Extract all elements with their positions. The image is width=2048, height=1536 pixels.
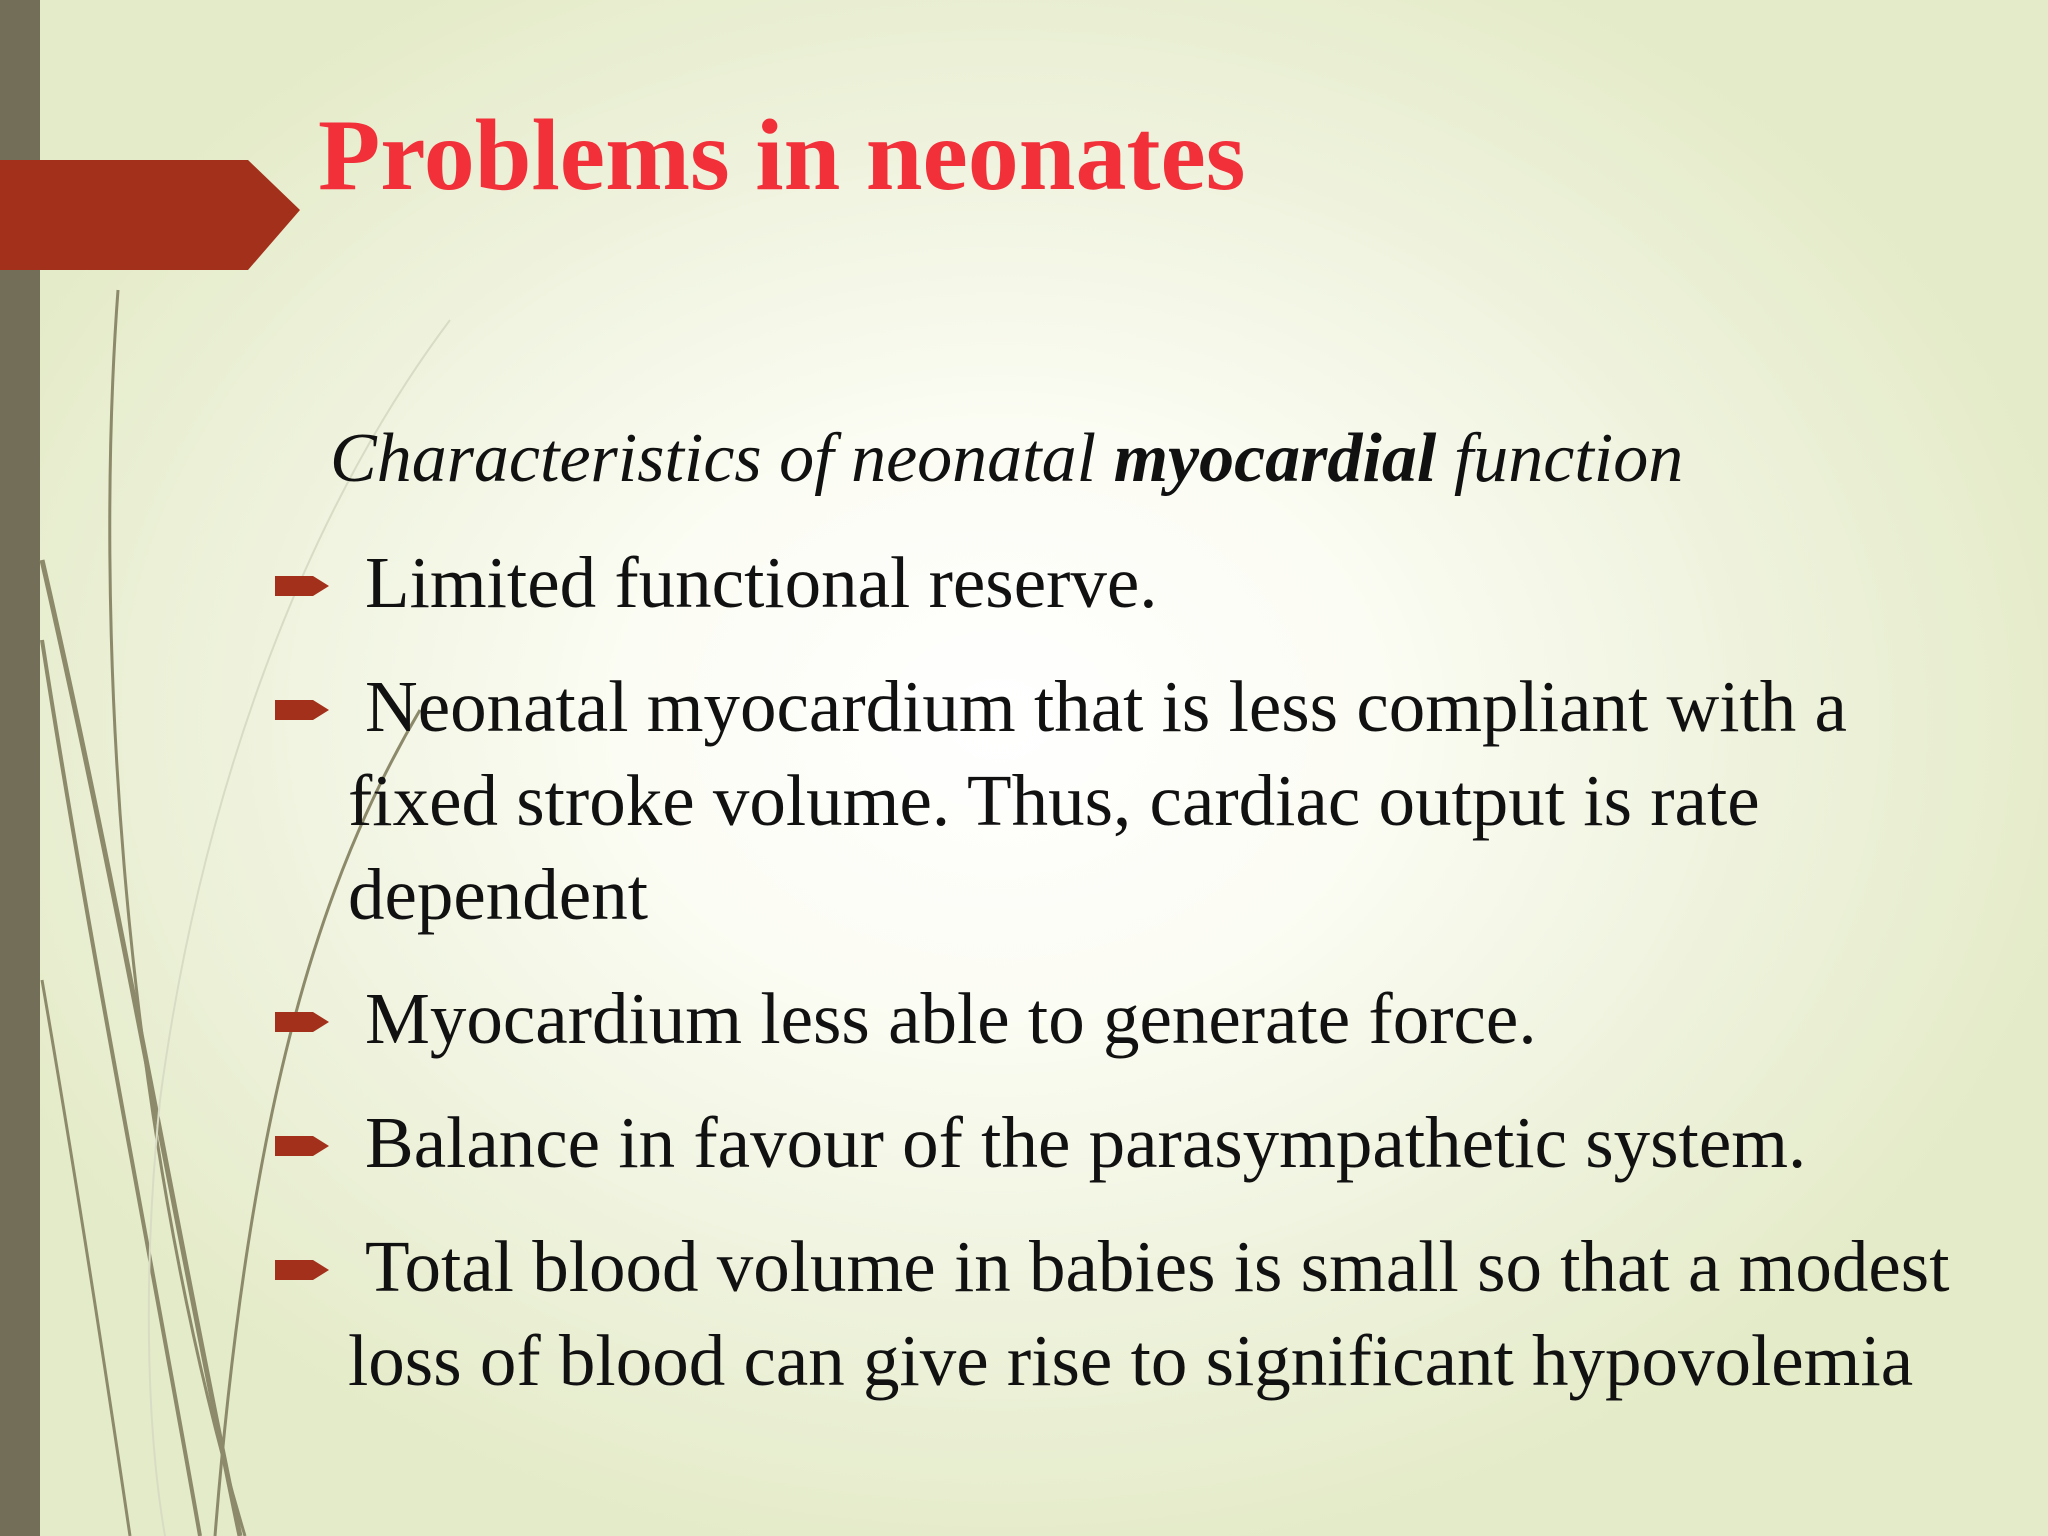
subtitle-pre: Characteristics of neonatal <box>330 420 1114 497</box>
bullet-item <box>275 1220 2015 1408</box>
bullet-text: Myocardium less able to generate force. <box>365 978 1537 1059</box>
bullet-item <box>275 1096 2015 1190</box>
arrow-bullet-icon <box>275 1256 331 1284</box>
title-arrow-shape <box>0 160 300 270</box>
bullet-item <box>275 972 2015 1066</box>
arrow-bullet-icon <box>275 572 331 600</box>
subtitle-post: function <box>1436 420 1684 497</box>
arrow-bullet-icon <box>275 1008 331 1036</box>
slide-subtitle <box>330 420 1683 497</box>
bullet-text: Neonatal myocardium that is less compliant with a fixed stroke volume. Thus, cardiac output is rate dependent <box>348 666 1847 935</box>
arrow-bullet-icon <box>275 1132 331 1160</box>
bullet-text: Balance in favour of the parasympathetic system. <box>365 1102 1807 1183</box>
bullet-list <box>275 536 2015 1438</box>
bullet-text: Total blood volume in babies is small so that a modest loss of blood can give rise to significant hypovolemia <box>348 1226 1950 1401</box>
slide-title: Problems in neonates <box>318 99 1246 212</box>
bullet-item <box>275 660 2015 942</box>
arrow-bullet-icon <box>275 696 331 724</box>
bullet-text: Limited functional reserve. <box>365 542 1158 623</box>
bullet-item <box>275 536 2015 630</box>
subtitle-bold: myocardial <box>1113 420 1437 497</box>
